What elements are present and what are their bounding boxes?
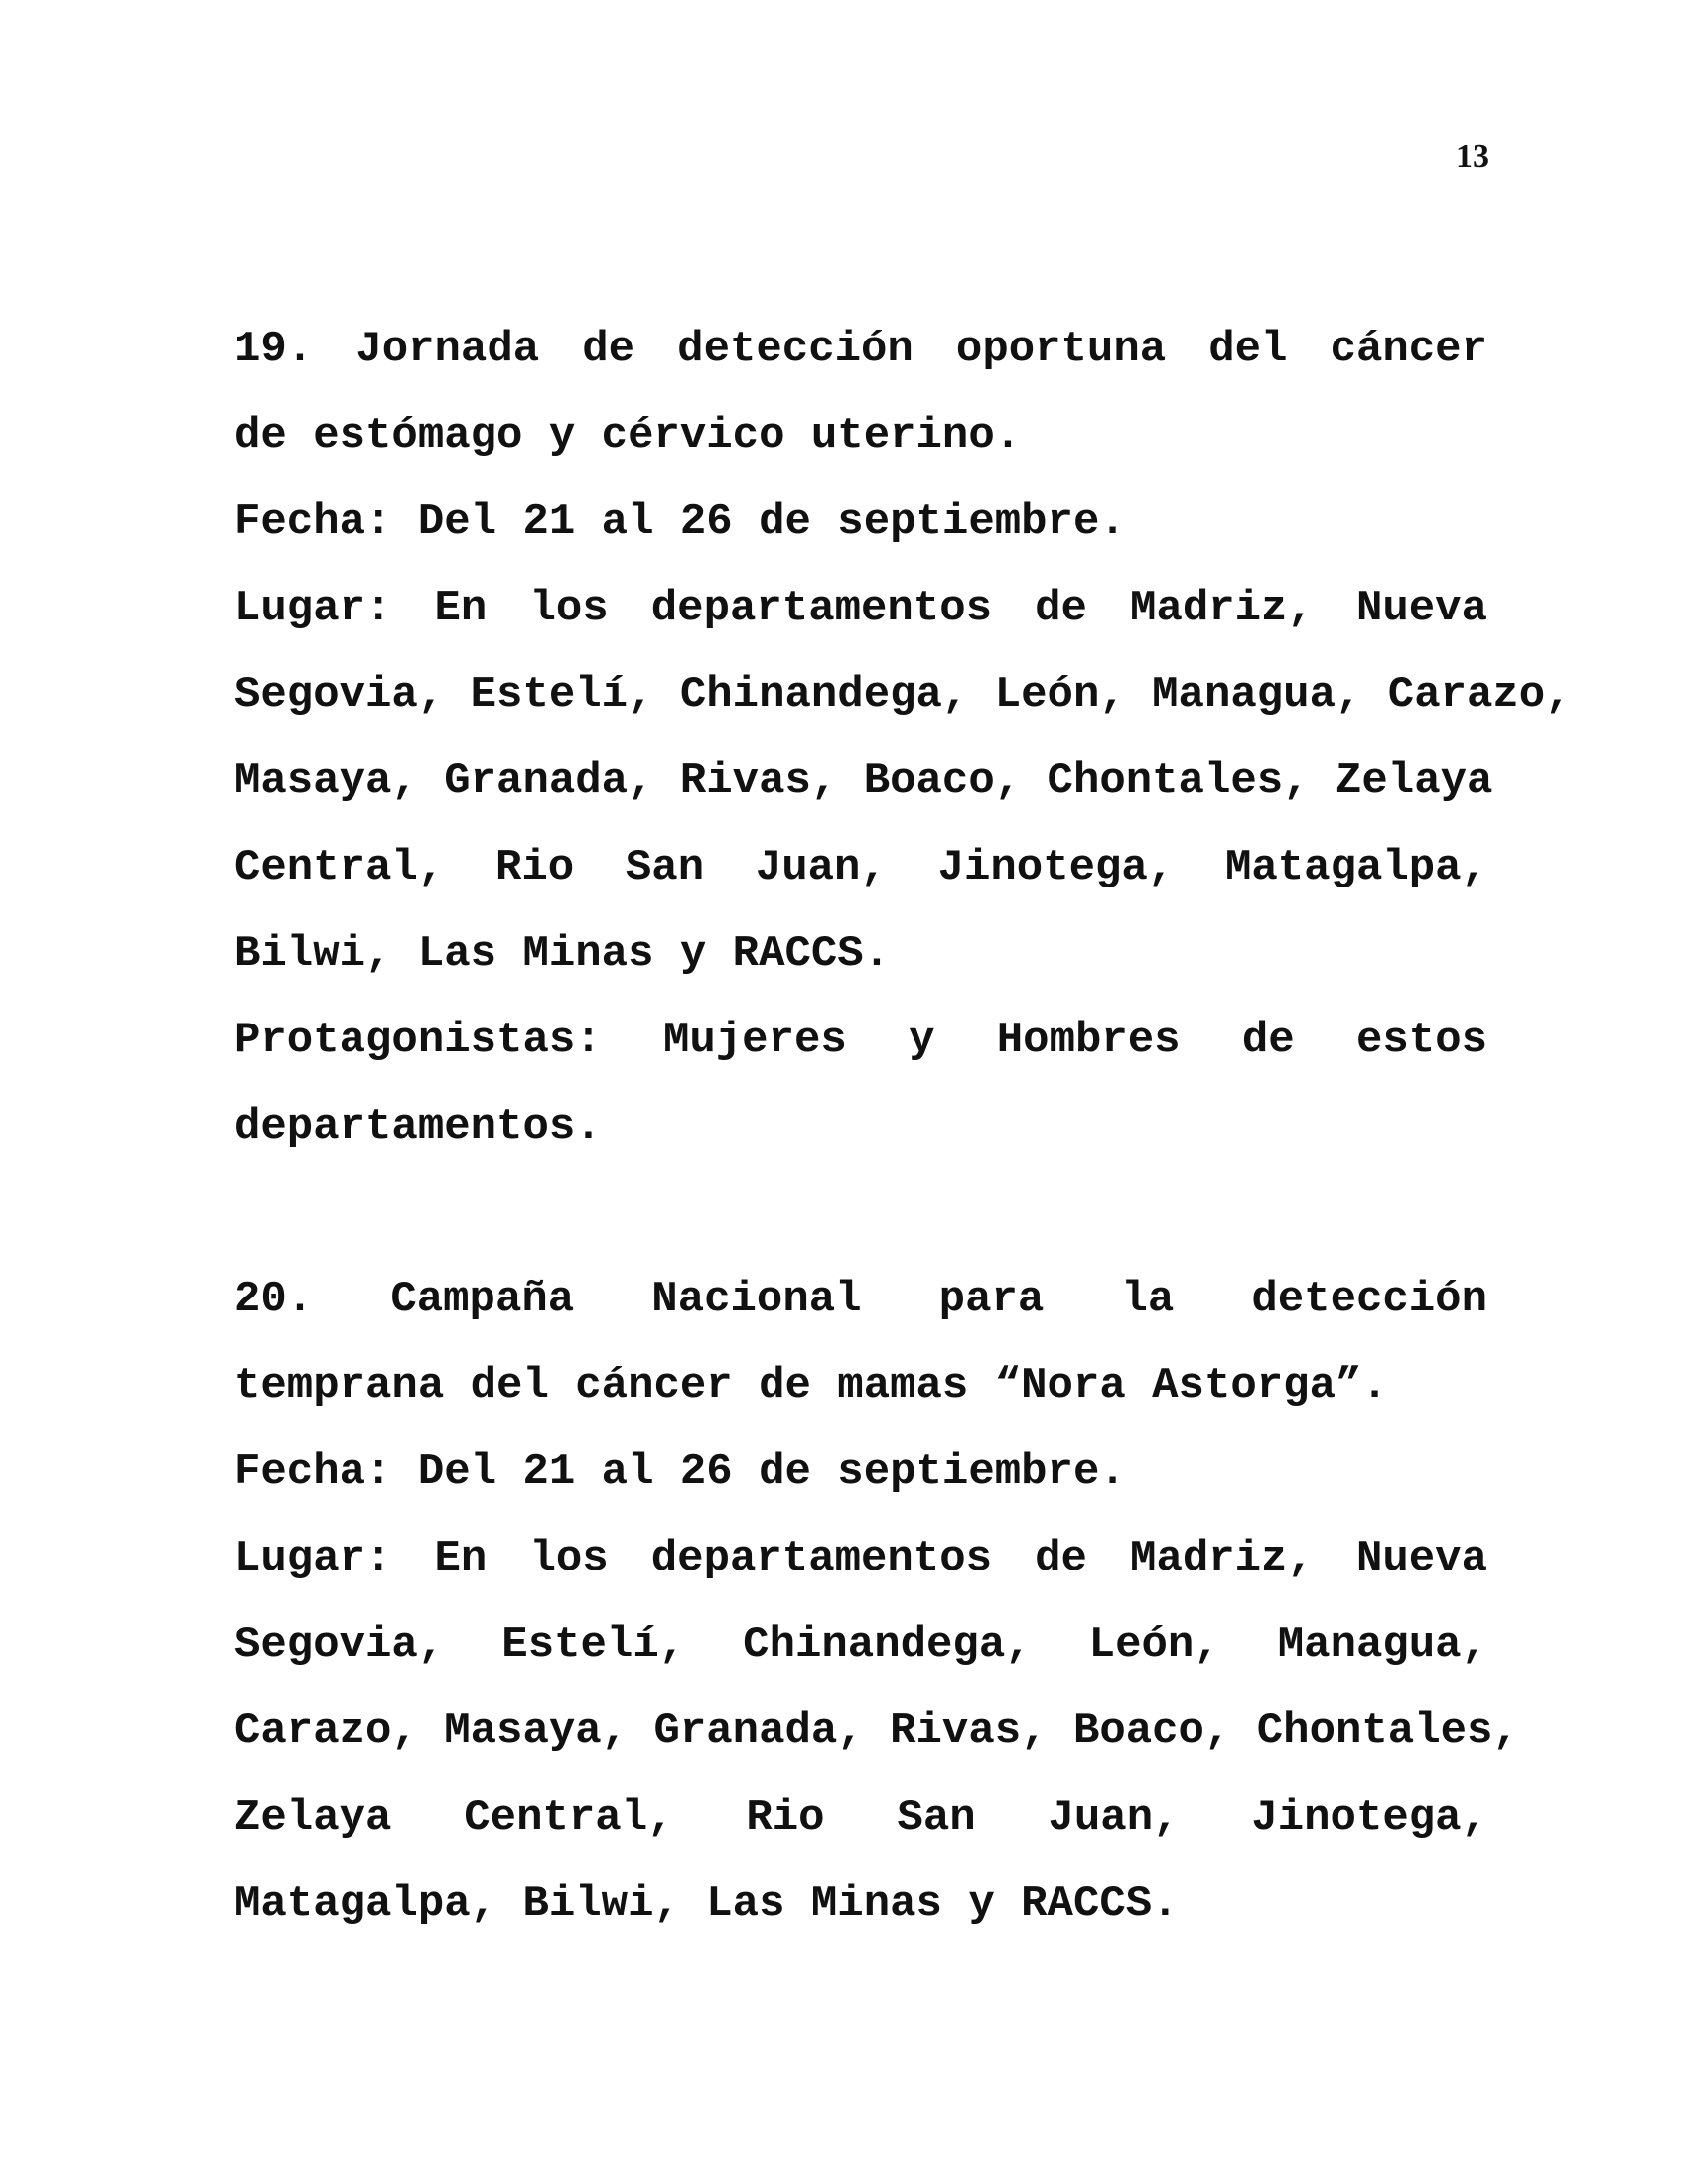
section-20-lugar-line-3: Carazo, Masaya, Granada, Rivas, Boaco, Chontales, — [234, 1706, 1519, 1756]
section-19-lugar-line-2: Segovia, Estelí, Chinandega, León, Managua, Carazo, — [234, 670, 1572, 720]
section-19-lugar-line-3: Masaya, Granada, Rivas, Boaco, Chontales, Zelaya — [234, 756, 1493, 806]
page-number: 13 — [1456, 138, 1489, 175]
section-19-line-1: 19. Jornada de detección oportuna del cáncer — [234, 325, 1487, 374]
section-19-lugar-line-1: Lugar: En los departamentos de Madriz, Nueva — [234, 584, 1487, 633]
section-20-fecha: Fecha: Del 21 al 26 de septiembre. — [234, 1447, 1126, 1497]
section-20-campana-nacional — [234, 1257, 1519, 1948]
section-19-fecha: Fecha: Del 21 al 26 de septiembre. — [234, 497, 1126, 547]
section-19-lugar-line-4: Central, Rio San Juan, Jinotega, Matagalpa, — [234, 843, 1487, 892]
section-20-lugar-line-2: Segovia, Estelí, Chinandega, León, Managua, — [234, 1620, 1487, 1670]
section-20-lugar-line-1: Lugar: En los departamentos de Madriz, Nueva — [234, 1534, 1487, 1583]
section-19-lugar-line-5: Bilwi, Las Minas y RACCS. — [234, 929, 891, 979]
section-20-line-2: temprana del cáncer de mamas “Nora Astorga”. — [234, 1361, 1388, 1411]
section-19-protagonistas: Protagonistas: Mujeres y Hombres de estos — [234, 1016, 1487, 1065]
section-20-lugar-line-4: Zelaya Central, Rio San Juan, Jinotega, — [234, 1793, 1487, 1843]
section-19-line-2: de estómago y cérvico uterino. — [234, 411, 1022, 461]
section-19-jornada-deteccion — [234, 307, 1572, 1170]
section-20-line-1: 20. Campaña Nacional para la detección — [234, 1275, 1487, 1324]
section-19-protagonistas-line-2: departamentos. — [234, 1102, 602, 1152]
section-20-lugar-line-5: Matagalpa, Bilwi, Las Minas y RACCS. — [234, 1879, 1179, 1929]
